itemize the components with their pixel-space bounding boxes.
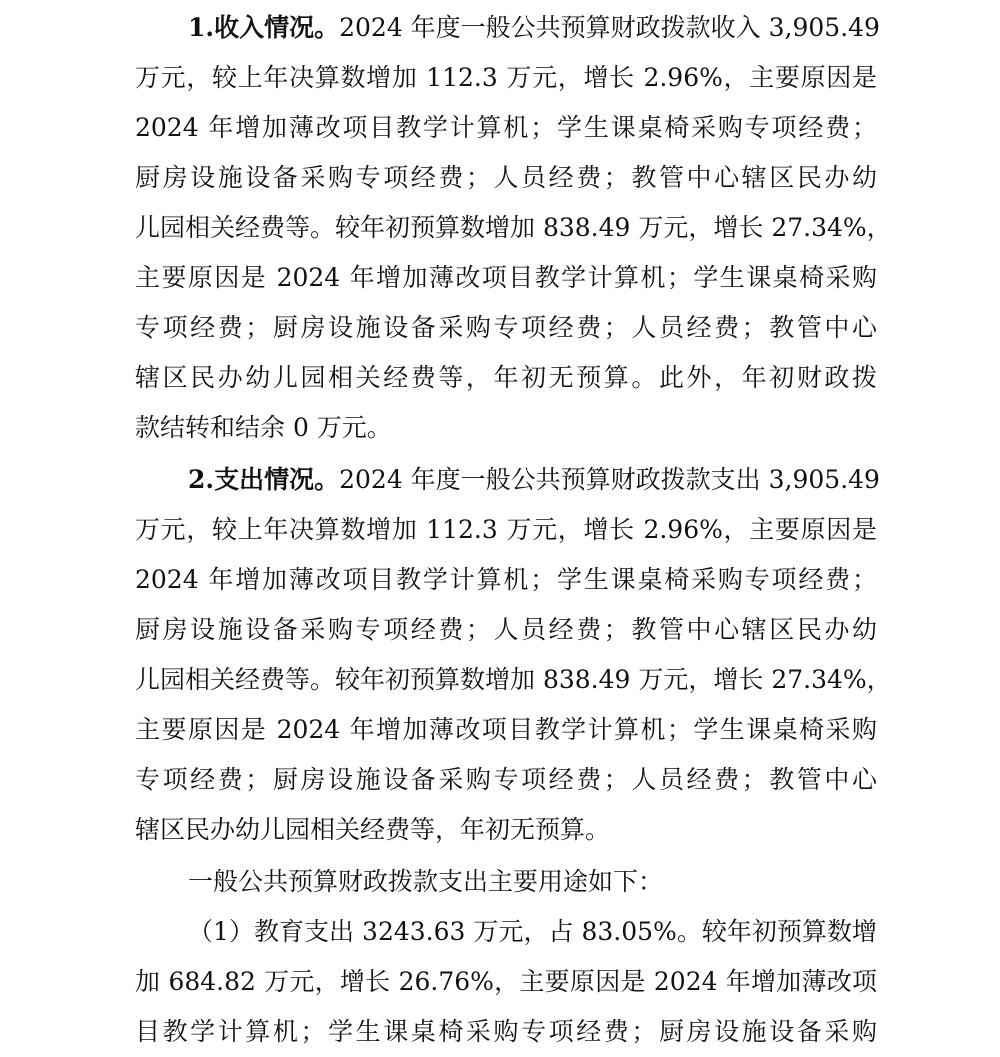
section2-line-3: 厨房设施设备采购专项经费；人员经费；教管中心辖区民办幼 — [135, 615, 877, 644]
section1-line-2: 2024 年增加薄改项目教学计算机；学生课桌椅采购专项经费； — [135, 113, 877, 142]
item1-line-1: 加 684.82 万元，增长 26.76%，主要原因是 2024 年增加薄改项 — [135, 967, 877, 996]
section1-line-1: 万元，较上年决算数增加 112.3 万元，增长 2.96%，主要原因是 — [135, 63, 877, 92]
section2-line-4: 儿园相关经费等。较年初预算数增加 838.49 万元，增长 27.34%， — [135, 665, 892, 694]
section2-line-6: 专项经费；厨房设施设备采购专项经费；人员经费；教管中心 — [135, 765, 877, 794]
section2-line-5: 主要原因是 2024 年增加薄改项目教学计算机；学生课桌椅采购 — [135, 715, 877, 744]
section1-line-7: 辖区民办幼儿园相关经费等，年初无预算。此外，年初财政拨 — [135, 363, 877, 392]
section1-line-8: 款结转和结余 0 万元。 — [135, 413, 392, 442]
usage-intro: 一般公共预算财政拨款支出主要用途如下： — [188, 867, 664, 896]
section1-line-5: 主要原因是 2024 年增加薄改项目教学计算机；学生课桌椅采购 — [135, 263, 877, 292]
section1-first-line — [188, 13, 880, 43]
section1-line-0: 2024 年度一般公共预算财政拨款收入 3,905.49 — [339, 13, 880, 42]
section2-line-2: 2024 年增加薄改项目教学计算机；学生课桌椅采购专项经费； — [135, 565, 877, 594]
section1-heading: 1.收入情况。 — [188, 13, 340, 42]
section1-line-6: 专项经费；厨房设施设备采购专项经费；人员经费；教管中心 — [135, 313, 877, 342]
item1-line-0: （1）教育支出 3243.63 万元，占 83.05%。较年初预算数增 — [188, 917, 877, 946]
section2-line-1: 万元，较上年决算数增加 112.3 万元，增长 2.96%，主要原因是 — [135, 515, 877, 544]
section2-first-line — [188, 465, 880, 495]
section2-line-7: 辖区民办幼儿园相关经费等，年初无预算。 — [135, 815, 611, 844]
section1-line-3: 厨房设施设备采购专项经费；人员经费；教管中心辖区民办幼 — [135, 163, 877, 192]
section2-heading: 2.支出情况。 — [188, 465, 340, 494]
section2-line-0: 2024 年度一般公共预算财政拨款支出 3,905.49 — [339, 465, 880, 494]
item1-line-2: 目教学计算机；学生课桌椅采购专项经费；厨房设施设备采购 — [135, 1017, 877, 1046]
section1-line-4: 儿园相关经费等。较年初预算数增加 838.49 万元，增长 27.34%， — [135, 213, 892, 242]
